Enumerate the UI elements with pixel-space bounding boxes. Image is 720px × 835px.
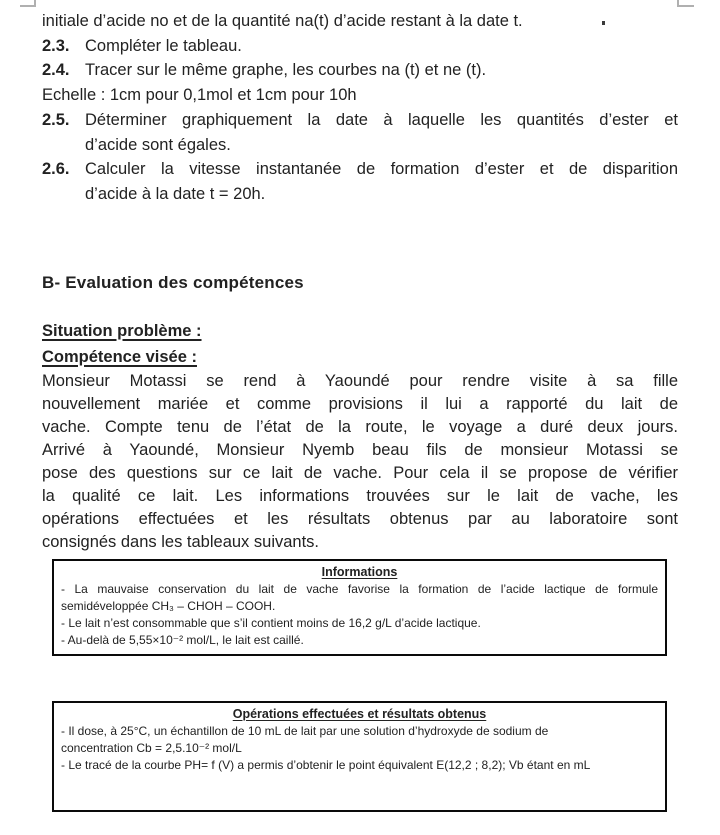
question-item-2-6 — [42, 157, 678, 182]
section-b-heading: B- Evaluation des compétences — [42, 272, 304, 292]
question-list — [42, 9, 678, 207]
info-line-formula: semidéveloppée CH₃ – CHOH – COOH. — [61, 598, 276, 613]
question-item-2-3 — [42, 34, 678, 59]
paragraph-line: Arrivé à Yaoundé, Monsieur Nyemb beau fils de monsieur Motassi se — [42, 440, 678, 459]
text-line: initiale d’acide no et de la quantité na(t) d’acide restant à la date t. — [42, 12, 523, 30]
informations-box-title: Informations — [321, 564, 398, 579]
question-number: 2.6. — [42, 160, 70, 179]
paragraph-line: consignés dans les tableaux suivants. — [42, 532, 320, 551]
question-text: Tracer sur le même graphe, les courbes na (t) et ne (t). — [85, 61, 487, 80]
paragraph-line: Monsieur Motassi se rend à Yaoundé pour rendre visite à sa fille — [42, 371, 678, 390]
subheading-competence-visee: Compétence visée : — [42, 347, 197, 366]
operation-line: concentration Cb = 2,5.10⁻² mol/L — [61, 740, 242, 755]
info-line: - Au-delà de 5,55×10⁻² mol/L, le lait est caillé. — [61, 632, 304, 647]
situation-paragraph — [42, 370, 678, 554]
question-text: Déterminer graphiquement la date à laquelle les quantités d’ester et — [85, 110, 678, 129]
paragraph-line: nouvellement mariée et comme provisions il lui a rapporté du lait de — [42, 394, 678, 413]
question-number: 2.5. — [42, 110, 70, 129]
paragraph-line: vache. Compte tenu de l’état de la route, le voyage a duré deux jours. — [42, 417, 678, 436]
ink-speck — [602, 21, 605, 25]
question-item-2-4 — [42, 58, 678, 83]
question-continuation: d’acide à la date t = 20h. — [85, 184, 266, 203]
scale-note: Echelle : 1cm pour 0,1mol et 1cm pour 10h — [42, 86, 357, 105]
info-line: - Le lait n’est consommable que s’il contient moins de 16,2 g/L d’acide lactique. — [61, 615, 481, 630]
operation-line: - Le tracé de la courbe PH= f (V) a permis d’obtenir le point équivalent E(12,2 ; 8,2); Vb étant en mL — [61, 757, 591, 772]
subheadings — [42, 318, 678, 370]
operations-box — [52, 701, 667, 812]
question-number: 2.4. — [42, 61, 70, 80]
paragraph-line: pose des questions sur ce lait de vache. Pour cela il se propose de vérifier — [42, 463, 678, 482]
cropped-table-corner-right — [677, 0, 694, 7]
info-line: - La mauvaise conservation du lait de vache favorise la formation de l’acide lactique de formule — [61, 581, 658, 596]
question-continuation: d’acide sont égales. — [85, 135, 231, 154]
paragraph-line: la qualité ce lait. Les informations trouvées sur le lait de vache, les — [42, 486, 678, 505]
question-number: 2.3. — [42, 36, 70, 55]
subheading-situation-probleme: Situation problème : — [42, 321, 202, 340]
cropped-table-corner-left — [20, 0, 36, 7]
informations-box — [52, 559, 667, 656]
operation-line: - Il dose, à 25°C, un échantillon de 10 mL de lait par une solution d’hydroxyde de sodium de — [61, 723, 549, 738]
paragraph-line: opérations effectuées et les résultats obtenus par au laboratoire sont — [42, 509, 678, 528]
question-item-2-5 — [42, 108, 678, 133]
operations-box-title: Opérations effectuées et résultats obtenus — [232, 706, 487, 721]
question-text: Compléter le tableau. — [85, 36, 242, 55]
question-text: Calculer la vitesse instantanée de formation d’ester et de disparition — [85, 160, 678, 179]
